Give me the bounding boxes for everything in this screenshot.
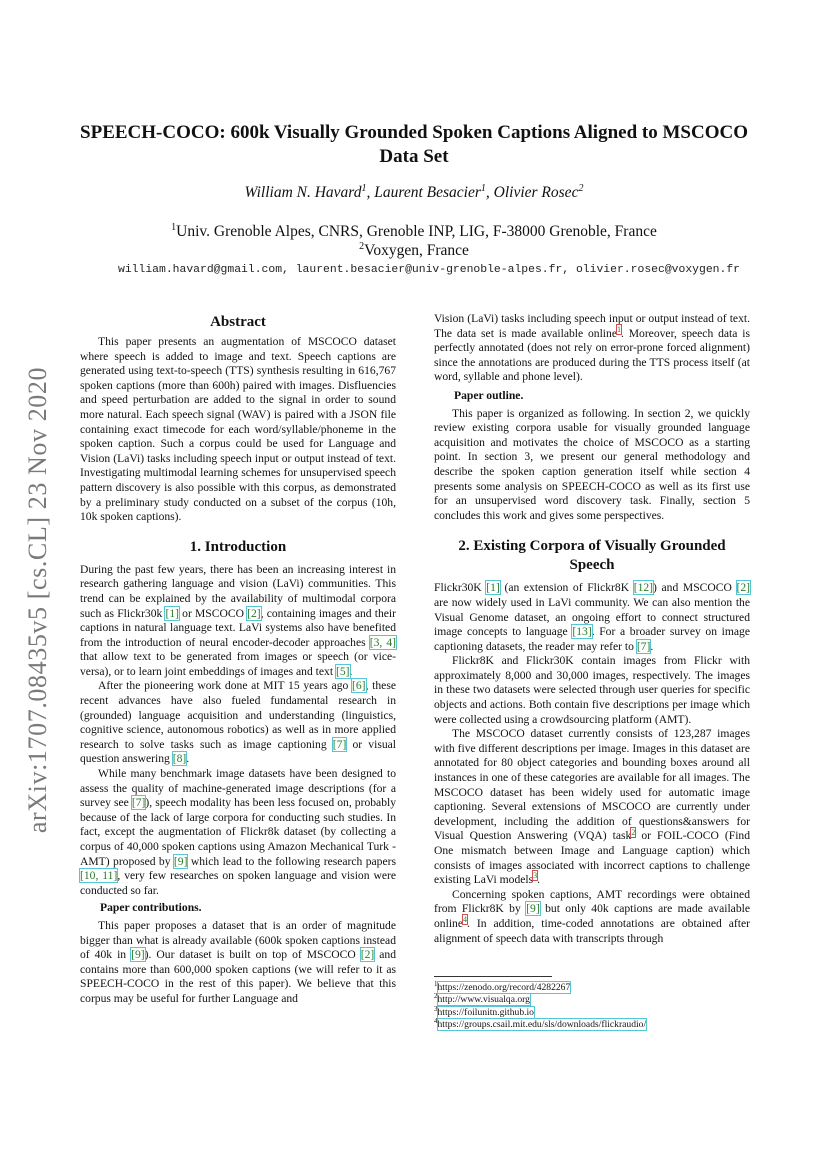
citation-link[interactable]: [13] [572,625,592,639]
text-run: The MSCOCO dataset currently consists of 123,287 images with five different descriptions per image. Images in this dataset are annotated for 80 object categories and bounding boxes around all instances in one of these categories are available for all images. The MSCOCO dataset has been widely used for automatic image captioning. Several extensions of MSCOCO are currently under development, including the addition of questions&answers for Visual Question Answering (VQA) task [434,727,750,843]
citation-link[interactable]: [7] [332,737,347,751]
text-run: . [537,873,541,887]
author-emails: william.havard@gmail.com, laurent.besacier@univ-grenoble-alpes.fr, olivier.rosec@voxygen.fr [117,264,741,276]
footnote-divider [434,976,552,977]
text-run: that allow text to be generated from images or speech (or vice-versa), or to learn joint embeddings of images and text [80,650,396,678]
outline-paragraph: This paper is organized as following. In section 2, we quickly review existing corpora usable for visually grounded language acquisition and motivates the choice of MSCOCO as a starting point. In section 3, we present our general methodology and describe the spoken caption generation itself while section 4 presents some analysis on SPEECH-COCO as well as its first use for an unsupervised word discovery task. Finally, section 5 concludes this work and gives some perspectives. [434,406,750,522]
text-run: . In addition, time-coded annotations are obtained after alignment of speech data with transcripts through [434,916,750,945]
text-run: , very few researches on spoken language and vision were conducted so far. [80,869,396,897]
section-2-heading: 2. Existing Corpora of Visually Grounded Speech [458,538,726,574]
affiliation-text: Univ. Grenoble Alpes, CNRS, Grenoble INP, LIG, F-38000 Grenoble, France [176,223,657,240]
citation-link[interactable]: [10, 11] [80,869,118,883]
intro-paragraph-2 [80,679,396,767]
text-run: ) and MSCOCO [653,581,737,595]
text-run: . [186,752,190,766]
text-run: , these recent advances have also fueled fundamental research in (grounded) language acquisition and understanding (linguistics, cognitive science, autonomous robotics) as well as in more applied research to solve tasks such as image captioning [80,679,396,751]
text-run: (an extension of Flickr8K [499,581,634,595]
footnote-3 [434,1004,750,1019]
text-run: Flickr30K [434,581,487,595]
section-2-paragraph-4 [434,888,750,946]
text-run: ), speech modality has been less focused on, probably because of the lack of large corpora for conducting such studies. In fact, except the augmentation of Flickr8k dataset (by collecting a corpus of 40,000 spoken captions using Amazon Mechanical Turk - AMT) proposed by [80,796,397,868]
arxiv-id-text[interactable]: arXiv:1707.08435v5 [cs.CL] 23 Nov 2020 [23,366,52,834]
text-run: . [349,664,353,678]
citation-link[interactable]: [9] [131,948,145,962]
footnote-url-link[interactable]: https://groups.csail.mit.edu/sls/downloads/flickraudio/ [437,1019,647,1031]
affiliation-text: Voxygen, France [364,242,469,259]
text-run: or visual question answering [80,737,396,766]
footnote-2 [434,994,750,1006]
footnote-4 [434,1019,750,1031]
text-run: . [650,639,654,653]
text-run: Concerning spoken captions, AMT recordings were obtained from Flickr8K by [434,887,750,916]
citation-link[interactable]: [2] [360,948,375,962]
text-run: and contains more than 600,000 spoken captions (we will refer to it as SPEECH-COCO in the rest of this paper). We believe that this corpus may be useful for further Language and [80,948,396,1005]
citation-link[interactable]: [3, 4] [369,635,396,649]
abstract-heading: Abstract [210,314,266,330]
text-run: After the pioneering work done at MIT 15 years ago [98,679,353,693]
section-2-paragraph-3 [434,727,750,888]
right-column [434,312,750,946]
text-run: This paper proposes a dataset that is an order of magnitude bigger than what is already available (600k spoken captions instead of 40k in [80,918,396,962]
text-run: . For a broader survey on image captioning datasets, the reader may refer to [434,625,750,653]
footnote-marker[interactable]: 3 [533,871,538,881]
left-column [80,312,396,1007]
citation-link[interactable]: [5] [335,664,350,678]
arxiv-identifier-stamp[interactable] [18,340,58,860]
footnotes [434,976,750,1032]
affiliation-mark: 1 [171,221,177,233]
section-2-paragraph-1 [434,581,750,654]
text-run: are now widely used in LaVi community. We can also mention the Visual Genome dataset, an ongoing effort to connect structured image concepts to language [434,595,750,639]
author-list: William N. Havard$^1$, Laurent Besacier$^1$, Olivier Rosec$^2$ [244,182,584,201]
text-run: While many benchmark image datasets have been designed to assess the quality of machine-generated image descriptions (for a survey see [80,767,396,810]
affiliation-mark: 2 [359,240,365,252]
section-1-heading: 1. Introduction [189,538,287,555]
citation-link[interactable]: [12] [633,581,654,595]
citation-link[interactable]: [7] [636,639,651,653]
abstract-paragraph: This paper presents an augmentation of MSCOCO dataset where speech is added to image and text. Speech captions are generated using text-to-speech (TTS) synthesis resulting in 616,767 spoken captions (more than 600h) paired with images. Disfluencies and speed perturbation are added to the signal in order to sound more natural. Each speech signal (WAV) is paired with a JSON file containing exact timecode for each word/syllable/phoneme in the spoken caption. Such a corpus could be used for Language and Vision (LaVi) tasks including speech input or output instead of text. Investigating multimodal learning schemes for unsupervised speech pattern discovery is also possible with this corpus, as demonstrated by a preliminary study conducted on a subset of the corpus (10h, 10k spoken captions). [80,335,396,524]
footnote-marker[interactable]: 2 [631,827,636,837]
footnote-marker[interactable]: 1 [616,324,621,334]
contributions-subheading: Paper contributions. [100,901,202,915]
footnote-number: 4 [434,1017,438,1026]
footnote-1 [434,979,750,994]
citation-link[interactable]: [9] [526,902,540,916]
author-affiliation-mark: 1 [480,182,486,194]
citation-link[interactable]: [2] [736,581,751,595]
footnote-url-link[interactable]: https://foilunitn.github.io [437,1006,534,1018]
affiliation-2 [80,242,748,260]
author-name: Olivier Rosec [493,184,579,201]
author-affiliation-mark: 2 [578,182,584,194]
author-name: Laurent Besacier [374,184,481,201]
citation-link[interactable]: [2] [247,606,261,620]
intro-paragraph-1 [80,563,396,680]
text-run: During the past few years, there has been an increasing interest in research gathering language and vision (LaVi) communities. This trend can be explained by the availability of multimodal corpora such as Flickr30k [80,562,396,620]
intro-paragraph-3 [80,767,396,898]
footnote-marker[interactable]: 4 [462,915,467,925]
footnote-number: 3 [434,1004,438,1013]
text-run: which lead to the following research papers [187,854,397,868]
citation-link[interactable]: [8] [172,752,187,766]
affiliation-1 [80,223,748,241]
outline-subheading: Paper outline. [454,388,524,402]
footnote-url-link[interactable]: https://zenodo.org/record/4282267 [437,982,571,993]
footnote-number: 2 [434,992,438,1001]
text-run: Vision (LaVi) tasks including speech input or output instead of text. The data set is made available online [434,312,750,340]
text-run: , containing images and their captions in natural language text. LaVi systems also have benefited from the introduction of neural encoder-decoder approaches [80,606,396,649]
citation-link[interactable]: [7] [131,796,146,810]
contributions-paragraph [80,919,396,1007]
text-run: or FOIL-COCO (Find One mismatch between Image and Language caption) which consists of images associated with incorrect captions to challenge existing LaVi models [434,829,751,887]
section-2-paragraph-2: Flickr8K and Flickr30K contain images from Flickr with approximately 8,000 and 30,000 images, respectively. The images in these two datasets were selected through user queries for specific objects and actions. Both contain five descriptions per image which were collected using a crowdsourcing platform (AMT). [434,654,750,726]
footnote-url-link[interactable]: http://www.visualqa.org [437,994,530,1006]
author-name: William N. Havard [244,184,362,201]
citation-link[interactable]: [1] [165,606,180,620]
text-run: or MSCOCO [179,606,248,620]
text-run: but only 40k captions are made available online [434,902,750,930]
footnote-number: 1 [434,979,438,988]
text-run: ). Our dataset is built on top of MSCOCO [144,948,361,962]
citation-link[interactable]: [9] [173,854,188,868]
citation-link[interactable]: [6] [352,679,366,693]
citation-link[interactable]: [1] [486,581,500,595]
contributions-paragraph-continued [434,312,750,385]
text-run: . Moreover, speech data is perfectly annotated (does not rely on error-prone forced alignment) since the annotations are produced during the TTS process itself (at word, syllable and phone level). [434,326,750,384]
paper-title: SPEECH-COCO: 600k Visually Grounded Spoken Captions Aligned to MSCOCO Data Set [80,122,748,167]
author-affiliation-mark: 1 [361,182,367,194]
